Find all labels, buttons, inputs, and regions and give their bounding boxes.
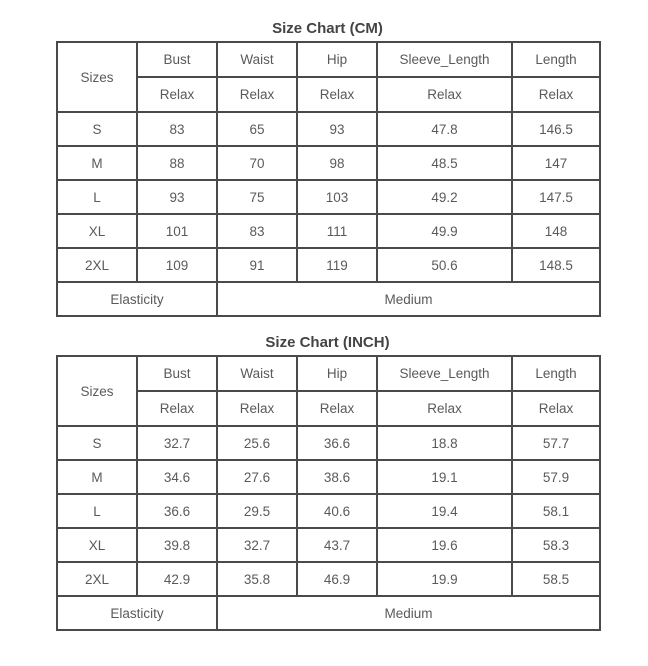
table-row [57,214,600,248]
size-cell: S [57,112,137,146]
value-cell: 43.7 [297,528,377,562]
size-cell: 2XL [57,248,137,282]
value-cell: 18.8 [377,426,512,460]
value-cell: 58.1 [512,494,600,528]
value-cell: 103 [297,180,377,214]
value-cell: 146.5 [512,112,600,146]
subheader-cell: Relax [217,77,297,112]
table-row [57,180,600,214]
value-cell: 101 [137,214,217,248]
sizes-header: Sizes [57,42,137,112]
value-cell: 70 [217,146,297,180]
sizes-header: Sizes [57,356,137,426]
subheader-cell: Relax [377,77,512,112]
value-cell: 25.6 [217,426,297,460]
subheader-cell: Relax [137,77,217,112]
size-chart-inch [56,331,599,631]
value-cell: 58.5 [512,562,600,596]
subheader-row [57,391,600,426]
value-cell: 83 [137,112,217,146]
header-length: Length [512,356,600,391]
value-cell: 93 [297,112,377,146]
chart-title: Size Chart (INCH) [265,334,390,351]
value-cell: 91 [217,248,297,282]
value-cell: 49.2 [377,180,512,214]
value-cell: 93 [137,180,217,214]
table-row [57,562,600,596]
value-cell: 46.9 [297,562,377,596]
table-row [57,528,600,562]
subheader-cell: Relax [377,391,512,426]
value-cell: 19.1 [377,460,512,494]
elasticity-row [57,282,600,316]
value-cell: 40.6 [297,494,377,528]
subheader-cell: Relax [217,391,297,426]
value-cell: 39.8 [137,528,217,562]
size-table-inch [56,355,601,631]
value-cell: 32.7 [217,528,297,562]
size-chart-cm [56,17,599,317]
table-row [57,426,600,460]
table-row [57,146,600,180]
value-cell: 88 [137,146,217,180]
value-cell: 38.6 [297,460,377,494]
header-length: Length [512,42,600,77]
value-cell: 75 [217,180,297,214]
size-cell: M [57,146,137,180]
size-cell: S [57,426,137,460]
value-cell: 147 [512,146,600,180]
subheader-cell: Relax [512,77,600,112]
value-cell: 65 [217,112,297,146]
elasticity-label: Elasticity [57,282,217,316]
header-sleeve-length: Sleeve_Length [377,42,512,77]
value-cell: 34.6 [137,460,217,494]
value-cell: 58.3 [512,528,600,562]
chart-title: Size Chart (CM) [272,20,383,37]
value-cell: 48.5 [377,146,512,180]
size-cell: XL [57,528,137,562]
value-cell: 49.9 [377,214,512,248]
value-cell: 57.9 [512,460,600,494]
value-cell: 29.5 [217,494,297,528]
value-cell: 50.6 [377,248,512,282]
header-hip: Hip [297,42,377,77]
elasticity-label: Elasticity [57,596,217,630]
value-cell: 35.8 [217,562,297,596]
header-bust: Bust [137,42,217,77]
header-bust: Bust [137,356,217,391]
value-cell: 47.8 [377,112,512,146]
size-cell: XL [57,214,137,248]
value-cell: 148 [512,214,600,248]
header-hip: Hip [297,356,377,391]
value-cell: 36.6 [297,426,377,460]
size-cell: L [57,494,137,528]
header-row [57,42,600,77]
subheader-cell: Relax [297,77,377,112]
table-row [57,248,600,282]
elasticity-value: Medium [217,596,600,630]
subheader-cell: Relax [512,391,600,426]
value-cell: 83 [217,214,297,248]
table-row [57,460,600,494]
elasticity-value: Medium [217,282,600,316]
value-cell: 27.6 [217,460,297,494]
value-cell: 36.6 [137,494,217,528]
value-cell: 111 [297,214,377,248]
value-cell: 119 [297,248,377,282]
elasticity-row [57,596,600,630]
value-cell: 109 [137,248,217,282]
table-row [57,494,600,528]
size-cell: 2XL [57,562,137,596]
value-cell: 42.9 [137,562,217,596]
value-cell: 19.4 [377,494,512,528]
value-cell: 148.5 [512,248,600,282]
subheader-cell: Relax [137,391,217,426]
table-row [57,112,600,146]
size-cell: L [57,180,137,214]
header-waist: Waist [217,356,297,391]
header-sleeve-length: Sleeve_Length [377,356,512,391]
subheader-row [57,77,600,112]
size-table-cm [56,41,601,317]
value-cell: 19.6 [377,528,512,562]
value-cell: 98 [297,146,377,180]
value-cell: 147.5 [512,180,600,214]
header-row [57,356,600,391]
size-cell: M [57,460,137,494]
subheader-cell: Relax [297,391,377,426]
value-cell: 19.9 [377,562,512,596]
header-waist: Waist [217,42,297,77]
value-cell: 32.7 [137,426,217,460]
value-cell: 57.7 [512,426,600,460]
